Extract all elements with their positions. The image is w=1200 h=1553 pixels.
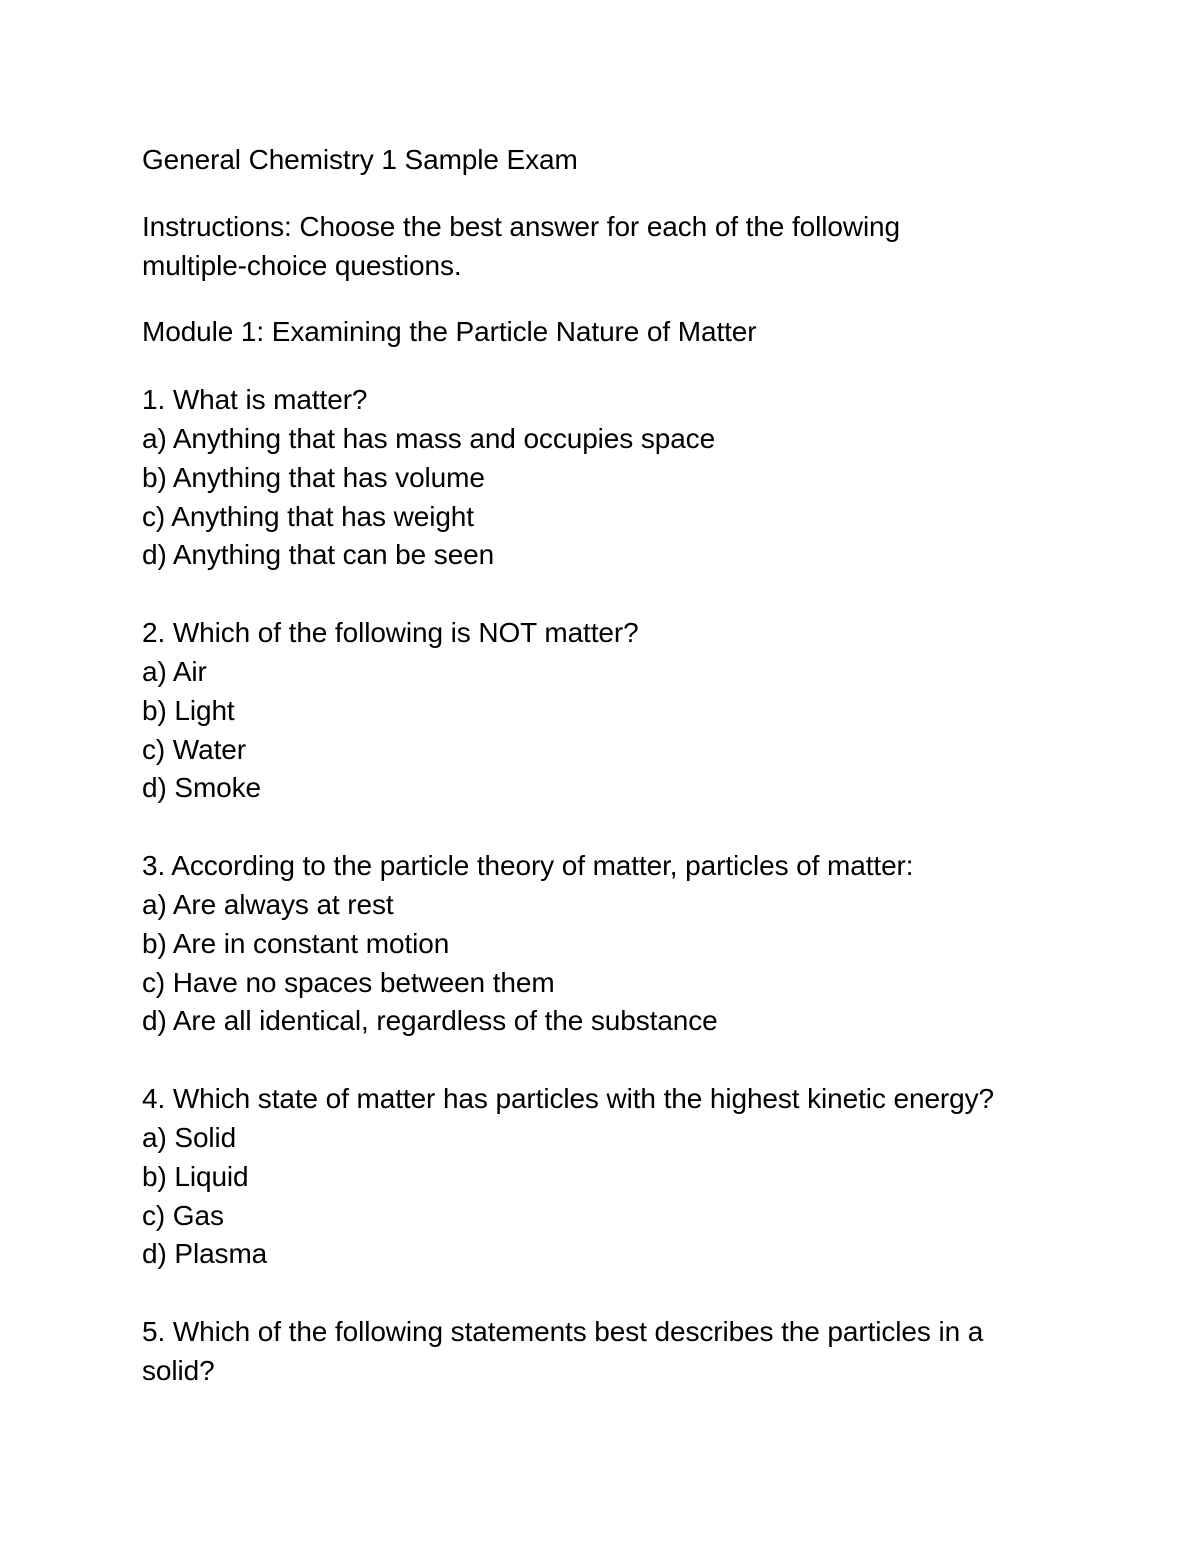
question-2-option-d: d) Smoke (142, 772, 262, 803)
question-2-option-a: a) Air (142, 656, 207, 687)
question-3: 3. According to the particle theory of matter, particles of matter: (142, 850, 914, 881)
question-5-line-2: solid? (142, 1355, 215, 1386)
question-3-option-d: d) Are all identical, regardless of the substance (142, 1005, 718, 1036)
question-4-option-b: b) Liquid (142, 1161, 249, 1192)
question-4-option-d: d) Plasma (142, 1238, 268, 1269)
question-1-option-a: a) Anything that has mass and occupies space (142, 423, 716, 454)
question-3-option-b: b) Are in constant motion (142, 928, 450, 959)
instructions-line-2: multiple-choice questions. (142, 250, 462, 281)
question-2-option-c: c) Water (142, 734, 246, 765)
question-1-option-c: c) Anything that has weight (142, 501, 474, 532)
document-title: General Chemistry 1 Sample Exam (142, 144, 578, 175)
question-1-option-b: b) Anything that has volume (142, 462, 485, 493)
question-1: 1. What is matter? (142, 384, 368, 415)
question-3-option-a: a) Are always at rest (142, 889, 394, 920)
question-2: 2. Which of the following is NOT matter? (142, 617, 639, 648)
question-5-line-1: 5. Which of the following statements best describes the particles in a (142, 1316, 984, 1347)
question-4-option-c: c) Gas (142, 1200, 224, 1231)
instructions-line-1: Instructions: Choose the best answer for each of the following (142, 211, 901, 242)
question-2-option-b: b) Light (142, 695, 235, 726)
module-title: Module 1: Examining the Particle Nature of Matter (142, 316, 757, 347)
question-1-option-d: d) Anything that can be seen (142, 539, 495, 570)
question-4-option-a: a) Solid (142, 1122, 237, 1153)
question-3-option-c: c) Have no spaces between them (142, 967, 555, 998)
question-4: 4. Which state of matter has particles with the highest kinetic energy? (142, 1083, 994, 1114)
